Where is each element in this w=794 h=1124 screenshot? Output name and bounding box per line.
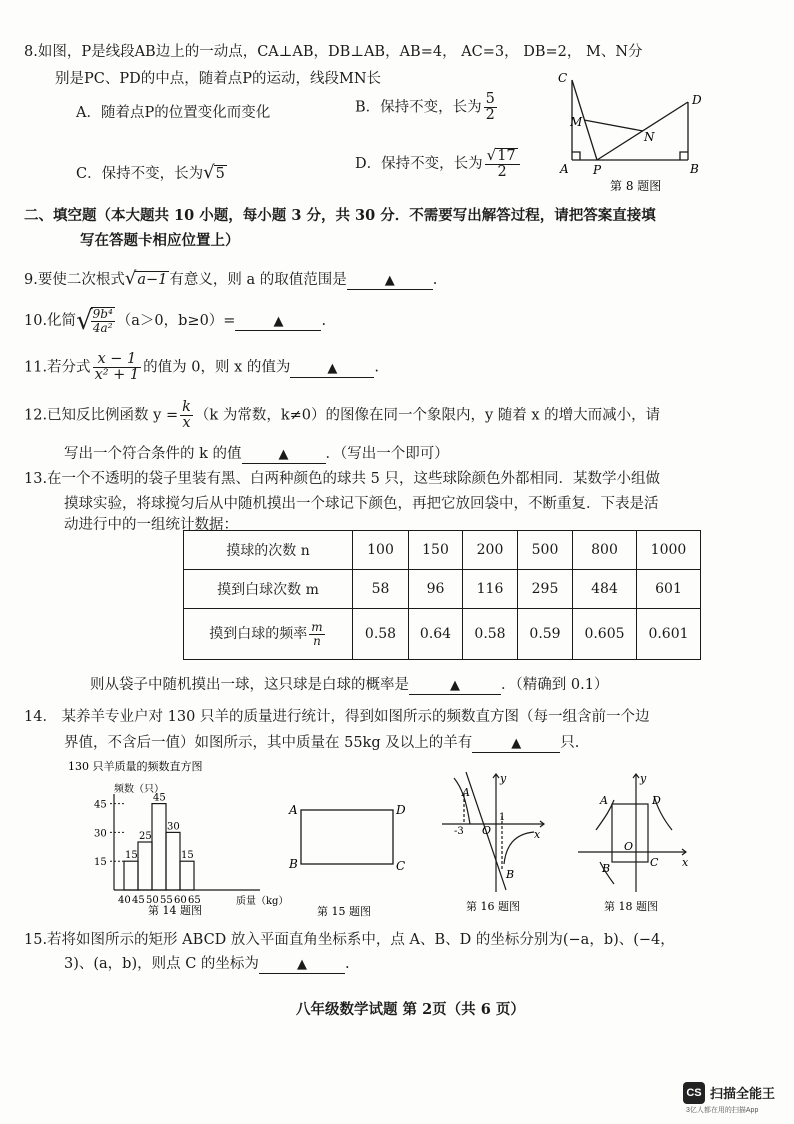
figure-8 (548, 68, 718, 198)
q8-option-b (355, 92, 499, 123)
table-cell: 0.601 (637, 609, 701, 660)
q11-answer-blank[interactable]: ▲ (327, 360, 338, 376)
q8-option-c-rad: 5 (215, 166, 225, 182)
bar-value-label: 15 (181, 850, 194, 862)
fig18-label-a: A (600, 794, 608, 807)
q12-line2-text: 写出一个符合条件的 k 的值 (64, 446, 242, 462)
camscanner-logo (683, 1082, 705, 1104)
q14-answer-blank[interactable]: ▲ (511, 736, 522, 751)
table-row (184, 570, 701, 609)
table-cell: 601 (637, 570, 701, 609)
q9-suffix: 有意义，则 a 的取值范围是 (169, 272, 347, 288)
table-row-label (184, 609, 353, 660)
histogram-bar (138, 842, 152, 890)
q11-den: x² + 1 (94, 367, 140, 384)
fig15-caption: 第 15 题图 (317, 905, 371, 918)
table-cell: 58 (353, 570, 409, 609)
table-cell: 0.64 (409, 609, 463, 660)
q12-line1 (24, 400, 660, 431)
q13-after (90, 673, 608, 695)
fig8-label-d: D (692, 93, 702, 107)
x-tick-label: 65 (188, 895, 201, 906)
fig8-label-n: N (644, 130, 655, 144)
freq-label-num: m (311, 619, 323, 634)
q8-line1: 8.如图，P是线段AB边上的一动点，CA⊥AB，DB⊥AB，AB=4， AC=3， DB=2， M、N分 (24, 44, 643, 60)
table-cell: 116 (463, 570, 518, 609)
bar-value-label: 45 (153, 792, 166, 804)
q12-answer-blank[interactable]: ▲ (278, 447, 289, 462)
histogram-bar (180, 861, 194, 890)
fig8-caption: 第 8 题图 (610, 179, 662, 193)
q10-num: 9b⁴ (92, 307, 113, 322)
histogram-bar (124, 861, 138, 890)
table-cell: 0.59 (518, 609, 573, 660)
bar-value-label: 15 (125, 850, 138, 862)
q9-radicand: a−1 (137, 272, 168, 288)
q15-line2-text: 3)、(a，b)，则点 C 的坐标为 (64, 956, 259, 972)
rectangle-abcd (301, 810, 393, 864)
fig18-label-x: x (682, 856, 689, 869)
q10-answer-blank[interactable]: ▲ (273, 314, 284, 329)
fig8-label-b: B (690, 162, 699, 176)
fig16-label-b: B (506, 868, 515, 881)
q10-end: . (321, 313, 327, 329)
fig15-label-d: D (396, 803, 406, 817)
table-row-label: 摸到白球次数 m (184, 570, 353, 609)
chart-caption: 第 14 题图 (148, 904, 202, 917)
fig8-label-a: A (560, 162, 569, 176)
fig16-label-a: A (462, 786, 470, 799)
q13-line2: 摸球实验，将球搅匀后从中随机摸出一个球记下颜色，再把它放回袋中，不断重复．下表是活 (64, 496, 659, 512)
q10-den: 4a² (92, 321, 113, 335)
camscanner-logo-text: CS (686, 1087, 702, 1099)
freq-label-text: 摸到白球的频率 (209, 626, 308, 642)
table-row (184, 531, 701, 570)
q10-prefix: 10.化简 (24, 313, 77, 329)
table-cell: 1000 (637, 531, 701, 570)
q8-option-a: A．随着点P的位置变化而变化 (76, 105, 271, 121)
q8-option-d-num: 17 (497, 148, 516, 164)
q8-option-b-den: 2 (485, 107, 495, 124)
q12-line2-end: ．（写出一个即可） (325, 446, 449, 462)
q8-option-d-den: 2 (497, 164, 507, 181)
q9-prefix: 9.要使二次根式 (24, 272, 125, 288)
y-tick-label: 45 (94, 799, 107, 811)
page-footer: 八年级数学试题 第 2页（共 6 页） (296, 1001, 525, 1018)
section2-heading-2: 写在答题卡相应位置上） (80, 232, 240, 249)
q14-line2-end: 只. (560, 735, 580, 751)
figure-15 (283, 800, 413, 920)
q10: 10.化简√ $\frac{\text{9b⁴}}{\text{4a²}}$ （a＞0，b≥0）= ▲ . (24, 306, 327, 336)
freq-label-den: n (313, 633, 321, 648)
figure-16 (436, 766, 556, 918)
camscanner-name: 扫描全能王 (710, 1086, 776, 1101)
fig18-caption: 第 18 题图 (604, 900, 658, 913)
q9-end: . (432, 272, 438, 288)
table-cell: 0.58 (463, 609, 518, 660)
fig8-label-c: C (558, 71, 568, 85)
fig18-label-o: O (624, 840, 634, 853)
q14-line1: 14． 某养羊专业户对 130 只羊的质量进行统计，得到如图所示的频数直方图（每一组含前一个边 (24, 709, 650, 725)
fig16-label-o: O (482, 824, 492, 837)
q12-line2 (64, 442, 449, 464)
histogram-bar (166, 832, 180, 890)
table-cell: 0.58 (353, 609, 409, 660)
x-tick-label: 55 (160, 895, 173, 906)
table-cell: 96 (409, 570, 463, 609)
q12-prefix: 12.已知反比例函数 y = (24, 407, 179, 424)
fig18-label-d: D (652, 794, 661, 807)
fig15-label-a: A (289, 803, 298, 817)
figure-18 (574, 766, 698, 918)
q15-end: . (344, 956, 350, 972)
q13-data-table (183, 530, 701, 660)
q13-after-end: ．（精确到 0.1） (501, 677, 609, 693)
table-cell: 500 (518, 531, 573, 570)
q8-line2: 别是PC、PD的中点，随着点P的运动，线段MN长 (55, 71, 382, 87)
fig16-label-one: 1 (499, 812, 506, 823)
q13-answer-blank[interactable]: ▲ (450, 678, 460, 693)
q11-end: . (374, 359, 379, 376)
q9-answer-blank[interactable]: ▲ (384, 273, 395, 288)
q12-den: x (182, 415, 191, 432)
fig8-label-m: M (570, 115, 583, 129)
q11-prefix: 11.若分式 (24, 359, 91, 376)
section2-heading: 二、填空题（本大题共 10 小题，每小题 3 分，共 30 分．不需要写出解答过程，请把答案直接填 (24, 207, 656, 224)
fig18-label-y: y (640, 772, 647, 785)
table-cell: 200 (463, 531, 518, 570)
q11-suffix: 的值为 0，则 x 的值为 (143, 359, 291, 376)
q8-option-c: C．保持不变，长为√5 (76, 162, 225, 183)
table-cell: 484 (573, 570, 637, 609)
y-tick-label: 30 (94, 828, 107, 840)
q13-line3: 动进行中的一组统计数据： (64, 517, 238, 533)
chart-title: 130 只羊质量的频数直方图 (68, 760, 203, 773)
fig16-caption: 第 16 题图 (466, 900, 520, 913)
fig16-label-y: y (500, 772, 507, 785)
fig15-label-b: B (289, 857, 298, 871)
chart-ylabel: 频数（只） (114, 784, 164, 795)
q8-option-d-text: D．保持不变，长为 (355, 156, 483, 173)
q12-num: k (182, 399, 191, 415)
bar-value-label: 30 (167, 821, 180, 833)
histogram-chart (68, 758, 289, 918)
y-tick-label: 15 (94, 857, 107, 869)
q10-cond: （a＞0，b≥0）= (116, 313, 236, 329)
q12-suffix: （k 为常数，k≠0）的图像在同一个象限内，y 随着 x 的增大而减小，请 (194, 407, 661, 424)
x-tick-label: 50 (146, 895, 159, 906)
bar-value-label: 25 (139, 831, 152, 842)
histogram-bar (152, 804, 166, 890)
fig15-label-c: C (396, 859, 406, 873)
x-tick-label: 60 (174, 895, 187, 906)
chart-xlabel: 质量（kg） (236, 896, 289, 907)
q11-num: x − 1 (93, 352, 142, 368)
q15-line1: 15.若将如图所示的矩形 ABCD 放入平面直角坐标系中，点 A、B、D 的坐标分别为(−a，b)、(−4， (24, 932, 675, 948)
camscanner-tagline: 3亿人都在用的扫描App (686, 1107, 759, 1114)
q11 (24, 352, 379, 383)
fig16-label-neg3: -3 (454, 826, 464, 837)
q13-after-text: 则从袋子中随机摸出一球，这只球是白球的概率是 (90, 677, 409, 693)
table-row-label: 摸球的次数 n (184, 531, 353, 570)
q9: 9.要使二次根式√a−1 有意义，则 a 的取值范围是 ▲ . (24, 268, 438, 289)
table-cell: 150 (409, 531, 463, 570)
x-tick-label: 45 (132, 895, 145, 906)
q8-option-c-text: C．保持不变，长为 (76, 166, 204, 182)
table-cell: 295 (518, 570, 573, 609)
fig8-label-p: P (593, 163, 602, 177)
table-row (184, 609, 701, 660)
q15-line2 (64, 952, 350, 974)
x-tick-label: 40 (118, 895, 131, 906)
q8-option-b-text: B．保持不变，长为 (355, 99, 482, 116)
fig18-label-c: C (650, 856, 659, 869)
q14-line2-text: 界值，不含后一值）如图所示，其中质量在 55kg 及以上的羊有 (64, 735, 473, 751)
q8-option-d: D．保持不变，长为 $\frac{√17}{2}$ (355, 148, 522, 180)
table-cell: 800 (573, 531, 637, 570)
q13-line1: 13.在一个不透明的袋子里装有黑、白两种颜色的球共 5 只，这些球除颜色外都相同．某数学小组做 (24, 471, 660, 487)
fig16-label-x: x (534, 828, 541, 841)
q15-answer-blank[interactable]: ▲ (296, 957, 307, 972)
fig18-label-b: B (602, 862, 611, 875)
q14-line2 (64, 731, 579, 753)
table-cell: 0.605 (573, 609, 637, 660)
table-cell: 100 (353, 531, 409, 570)
q8-option-b-num: 5 (485, 91, 495, 107)
